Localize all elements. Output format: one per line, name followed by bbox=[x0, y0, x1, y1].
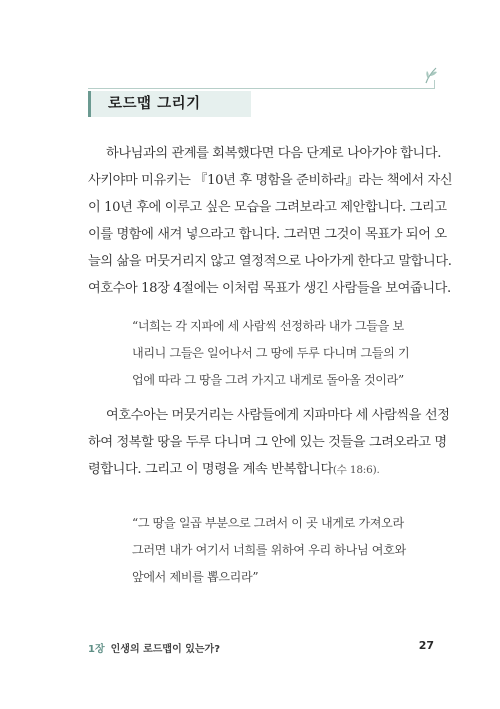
scripture-quote-1 bbox=[132, 313, 432, 394]
paragraph-line: 여호수아 18장 4절에는 이처럼 목표가 생긴 사람들을 보여줍니다. bbox=[88, 281, 451, 296]
quote-line: 그러면 내가 여기서 너희를 위하여 우리 하나님 여호와 bbox=[132, 543, 406, 557]
paragraph-line: 하여 정복할 땅을 두루 다니며 그 안에 있는 것들을 그려오라고 명 bbox=[88, 435, 447, 450]
leaf-sprig-icon bbox=[420, 64, 442, 86]
body-paragraph-1 bbox=[88, 140, 453, 302]
paragraph-line-text: 령합니다. 그리고 이 명령을 계속 반복합니다 bbox=[88, 462, 333, 477]
paragraph-line: 이를 명함에 새겨 넣으라고 합니다. 그러면 그것이 목표가 되어 오 bbox=[88, 227, 447, 242]
section-title: 로드맵 그리기 bbox=[108, 96, 201, 112]
scripture-citation: (수 18:6). bbox=[332, 464, 380, 476]
quote-line: 업에 따라 그 땅을 그려 가지고 내게로 돌아올 것이라” bbox=[132, 373, 404, 387]
footer-chapter: 1장 bbox=[88, 644, 105, 655]
quote-line: “너희는 각 지파에 세 사람씩 선정하라 내가 그들을 보 bbox=[132, 319, 404, 333]
paragraph-line: 늘의 삶을 머뭇거리지 않고 열정적으로 나아가게 한다고 말합니다. bbox=[88, 254, 452, 269]
page-footer bbox=[88, 640, 434, 656]
body-paragraph-2 bbox=[88, 402, 450, 483]
quote-line: “그 땅을 일곱 부분으로 그려서 이 곳 내게로 가져오라 bbox=[132, 516, 404, 530]
section-divider-tick bbox=[434, 80, 435, 89]
paragraph-line: 여호수아는 머뭇거리는 사람들에게 지파마다 세 사람씩을 선정 bbox=[106, 408, 450, 423]
paragraph-line bbox=[88, 456, 434, 483]
section-divider bbox=[88, 88, 434, 89]
paragraph-line: 사키야마 미유키는 『10년 후 명함을 준비하라』라는 책에서 자신 bbox=[88, 173, 453, 188]
paragraph-line: 이 10년 후에 이루고 싶은 모습을 그려보라고 제안합니다. 그리고 bbox=[88, 200, 447, 215]
scripture-quote-2 bbox=[132, 510, 432, 591]
footer-chapter-title: 인생의 로드맵이 있는가? bbox=[110, 644, 220, 655]
quote-line: 내리니 그들은 일어나서 그 땅에 두루 다니며 그들의 기 bbox=[132, 346, 410, 360]
quote-line: 앞에서 제비를 뽑으리라” bbox=[132, 570, 259, 584]
page-number: 27 bbox=[418, 639, 434, 652]
paragraph-line: 하나님과의 관계를 회복했다면 다음 단계로 나아가야 합니다. bbox=[106, 146, 442, 161]
